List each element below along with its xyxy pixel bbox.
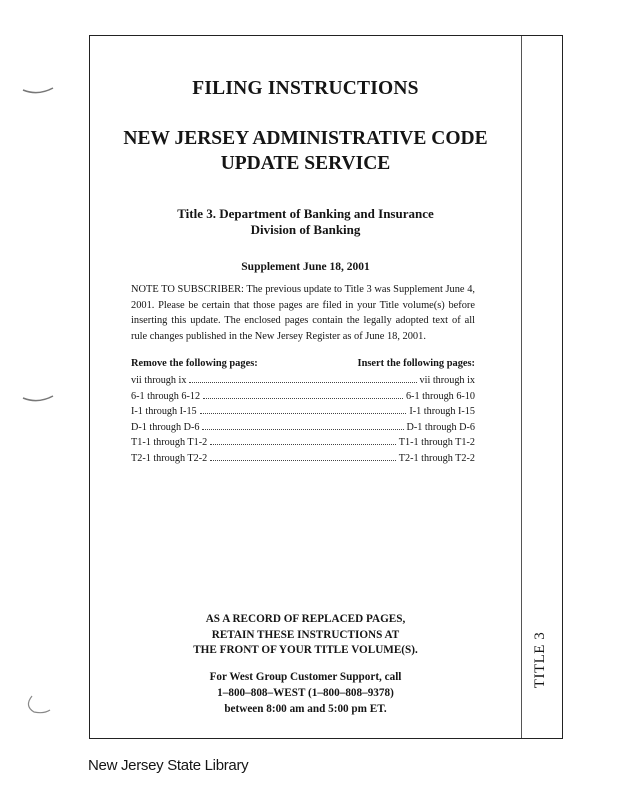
support-line-3: between 8:00 am and 5:00 pm ET. bbox=[224, 703, 387, 715]
list-item bbox=[131, 435, 475, 451]
insert-pages: 6-1 through 6-10 bbox=[405, 390, 475, 402]
leader-dots bbox=[203, 390, 403, 399]
record-instructions bbox=[95, 612, 516, 659]
remove-pages: T1-1 through T1-2 bbox=[131, 437, 208, 449]
leader-dots bbox=[210, 452, 396, 461]
department-heading bbox=[95, 206, 516, 238]
tab-divider-line bbox=[521, 36, 522, 738]
list-item bbox=[131, 373, 475, 389]
insert-pages: I-1 through I-15 bbox=[409, 406, 475, 418]
page-list-header bbox=[131, 358, 475, 369]
remove-pages: vii through ix bbox=[131, 375, 187, 386]
document-title: FILING INSTRUCTIONS bbox=[192, 78, 419, 99]
remove-pages: I-1 through I-15 bbox=[131, 406, 197, 418]
leader-dots bbox=[210, 436, 396, 445]
leader-dots bbox=[189, 374, 416, 383]
leader-dots bbox=[202, 421, 403, 430]
remove-pages: 6-1 through 6-12 bbox=[131, 390, 201, 402]
list-item bbox=[131, 451, 475, 467]
binder-hole-mark-top bbox=[20, 84, 56, 98]
page-replacement-list bbox=[131, 373, 475, 467]
binder-hole-mark-bottom bbox=[20, 694, 56, 716]
insert-pages: T1-1 through T1-2 bbox=[398, 437, 475, 449]
note-to-subscriber: NOTE TO SUBSCRIBER: The previous update to Title 3 was Supplement June 4, 2001. Please be certain that those pages are filed in your Title volume(s) before inserting this update. The enclosed pages contain the legally adopted text of all rule changes published in the New Jersey Register as of June 18, 2001. bbox=[131, 284, 475, 342]
record-line-2: RETAIN THESE INSTRUCTIONS AT bbox=[211, 628, 400, 641]
document-subtitle bbox=[95, 126, 516, 176]
list-item bbox=[131, 404, 475, 420]
list-item bbox=[131, 389, 475, 405]
remove-pages-header: Remove the following pages: bbox=[131, 358, 258, 369]
leader-dots bbox=[200, 405, 407, 414]
subtitle-line-2: UPDATE SERVICE bbox=[220, 153, 391, 174]
remove-pages: T2-1 through T2-2 bbox=[131, 452, 208, 464]
remove-pages: D-1 through D-6 bbox=[131, 421, 200, 433]
support-line-1: For West Group Customer Support, call bbox=[209, 671, 402, 683]
title-tab-label: TITLE 3 bbox=[532, 631, 548, 689]
supplement-date: Supplement June 18, 2001 bbox=[241, 261, 370, 273]
insert-pages: vii through ix bbox=[419, 375, 475, 386]
insert-pages-header: Insert the following pages: bbox=[357, 358, 475, 369]
list-item bbox=[131, 420, 475, 436]
subtitle-line-1: NEW JERSEY ADMINISTRATIVE CODE bbox=[123, 128, 488, 149]
record-line-1: AS A RECORD OF REPLACED PAGES, bbox=[205, 613, 406, 625]
support-line-2: 1–800–808–WEST (1–800–808–9378) bbox=[217, 687, 394, 699]
customer-support-info bbox=[95, 669, 516, 717]
binder-hole-mark-middle bbox=[20, 392, 56, 406]
department-line-2: Division of Banking bbox=[250, 222, 361, 237]
library-footer: New Jersey State Library bbox=[88, 757, 249, 774]
insert-pages: D-1 through D-6 bbox=[406, 421, 475, 433]
insert-pages: T2-1 through T2-2 bbox=[398, 452, 475, 464]
department-line-1: Title 3. Department of Banking and Insurance bbox=[177, 206, 434, 221]
record-line-3: THE FRONT OF YOUR TITLE VOLUME(S). bbox=[193, 644, 418, 656]
